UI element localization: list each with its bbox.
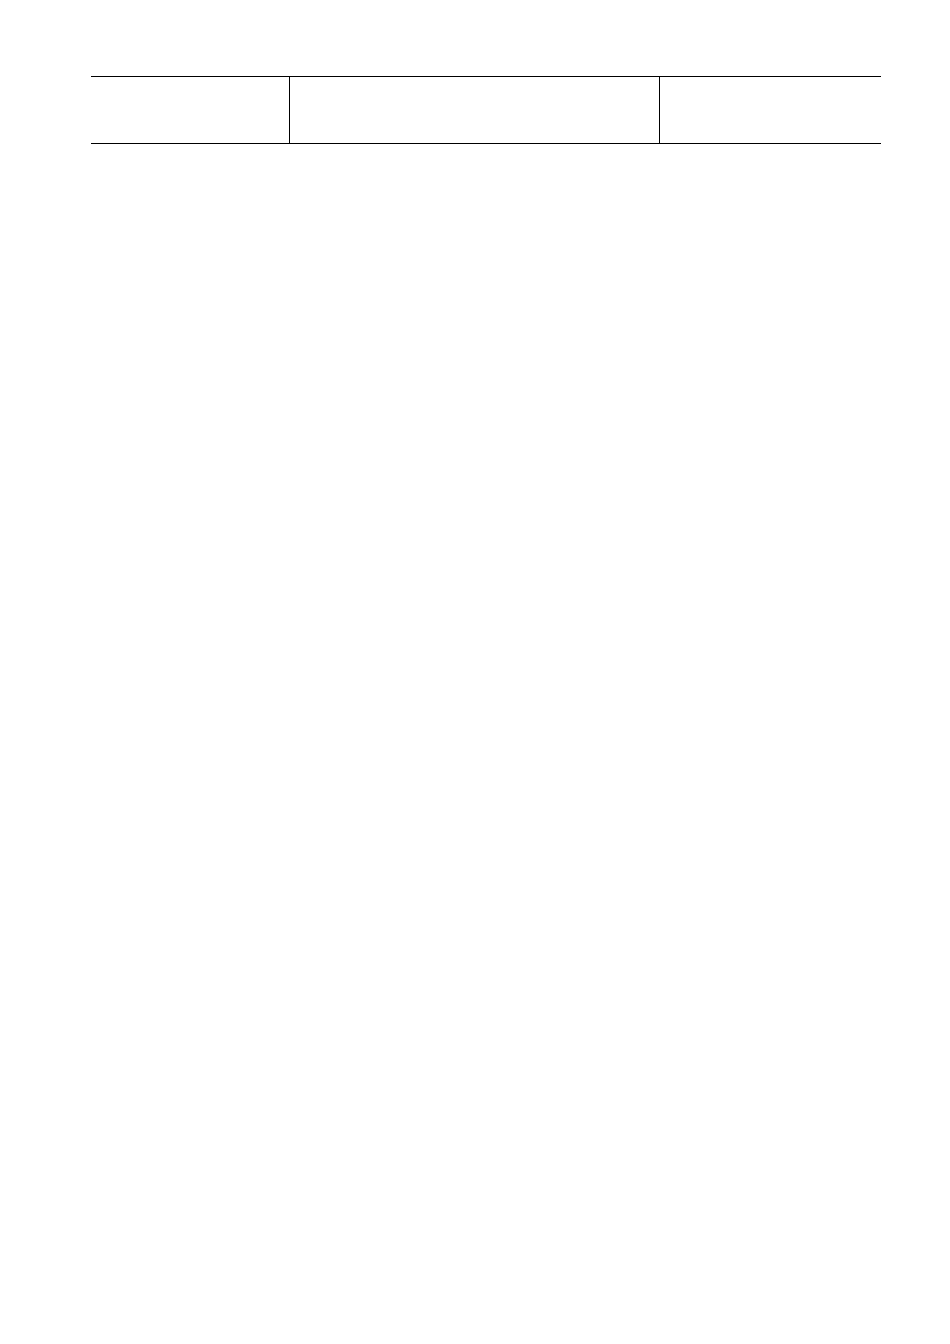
section-heading (136, 727, 146, 750)
header-divider-left (289, 77, 290, 143)
header-top-rule (91, 76, 881, 77)
header-divider-right (659, 77, 660, 143)
header-bottom-rule (91, 143, 881, 144)
